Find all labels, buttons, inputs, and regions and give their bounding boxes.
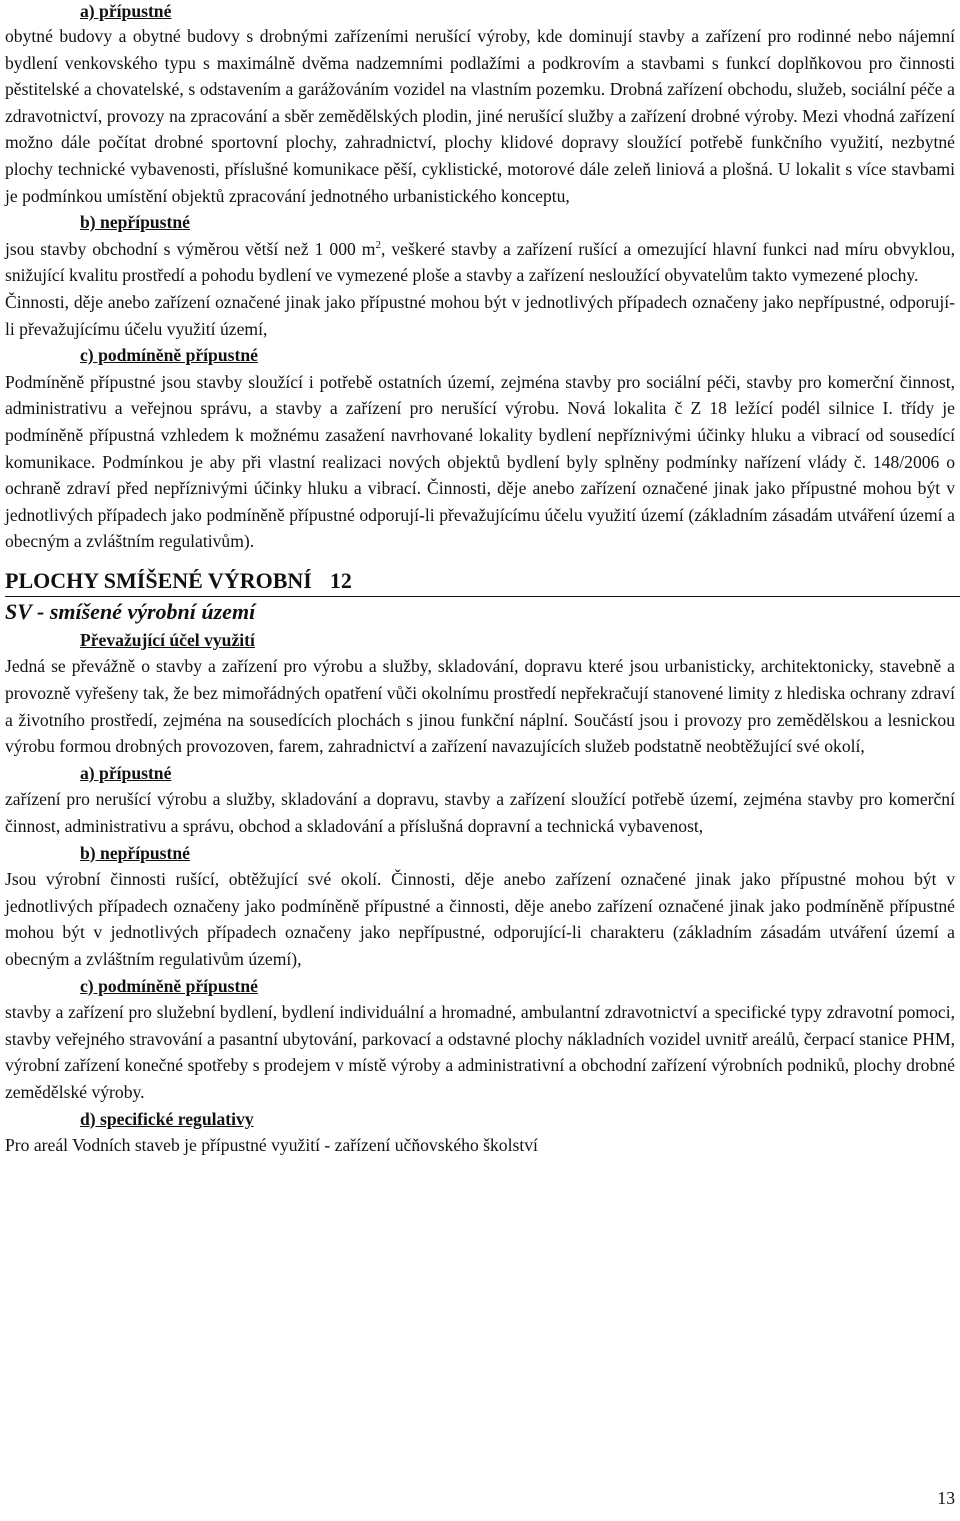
heading-sv-not-permitted: b) nepřípustné xyxy=(80,842,190,863)
page-number: 13 xyxy=(937,1488,955,1508)
section-subtitle: SV - smíšené výrobní území xyxy=(5,598,256,624)
text-span: jsou stavby obchodní s výměrou větší než 1 000 m xyxy=(5,238,376,259)
paragraph-sv-conditionally-permitted: stavby a zařízení pro služební bydlení, bydlení individuální a hromadné, ambulantní zdravotnictví a specifické typy zdravotní pomoci, stavby veřejného stravování a pasantní ubytování, parkovací a odstavné plochy nákladních vozidel uvnitř areálů, čerpací stanice PHM, výrobní zařízení konečné spotřeby s prodejem v místě výroby a administrativní a obchodní zařízení výrobních podniků, plochy drobné zemědělské výroby. xyxy=(5,1002,955,1102)
paragraph-activities-note: Činnosti, děje anebo zařízení označené jinak jako přípustné mohou být v jednotlivých případech označeny jako nepřípustné, odporují-li převažujícímu účelu využití území, xyxy=(5,291,955,339)
paragraph-specific-regulations: Pro areál Vodních staveb je přípustné využití - zařízení učňovského školství xyxy=(5,1135,538,1156)
heading-conditionally-permitted: c) podmíněně přípustné xyxy=(80,345,258,366)
paragraph-permitted: obytné budovy a obytné budovy s drobnými zařízeními nerušící výroby, kde dominují stavby a zařízení pro rodinné nebo nájemní bydlení venkovského typu s maximálně dvěma nadzemními podlažími a podkrovím a stavbami s funkcí doplňkovou pro činnosti pěstitelské a chovatelské, s odstavením a garážováním vozidel na vlastním pozemku. Drobná zařízení obchodu, služeb, sociální péče a zdravotnictví, provozy na zpracování a sběr zemědělských plodin, jiné nerušící služby a zařízení drobné výroby. Mezi vhodná zařízení možno dále počítat drobné sportovní plochy, zahradnictví, plochy klidové dopravy sloužící potřebě funkčního využití, nezbytné plochy technické vybavenosti, příslušné komunikace pěší, cyklistické, motorové dále zeleň liniová a plošná. U lokalit s více stavbami je podmínkou umístění objektů zpracování jednotného urbanistického konceptu, xyxy=(5,26,955,206)
heading-permitted: a) přípustné xyxy=(80,1,172,21)
section-number: 12 xyxy=(329,567,352,593)
text-span: , veškeré stavby a zařízení rušící a omezující hlavní funkci nad míru obvyklou, snižující kvalitu prostředí a pohodu bydlení ve vymezené ploše a stavby a zařízení nesloužící obyvatelům takto vymezené plochy. xyxy=(5,238,955,286)
heading-not-permitted: b) nepřípustné xyxy=(80,212,190,233)
heading-main-purpose: Převažující účel využití xyxy=(80,629,255,650)
heading-sv-conditionally-permitted: c) podmíněně přípustné xyxy=(80,975,258,996)
paragraph-main-purpose: Jedná se převážně o stavby a zařízení pro výrobu a služby, skladování, dopravu které jsou urbanisticky, architektonicky, stavebně a provozně vyřešeny tak, že bez mimořádných opatření vůči okolnímu prostředí nepřekračují stanovené limity z hlediska ochrany zdraví a životního prostředí, zejména na sousedících plochách s jinou funkční náplní. Součástí jsou i provozy pro zemědělskou a lesnickou výrobu formou drobných provozoven, farem, zahradnictví a zařízení navazujících služeb podstatně neobtěžující své okolí, xyxy=(5,656,955,757)
paragraph-conditionally-permitted: Podmíněně přípustné jsou stavby sloužící i potřebě ostatních území, zejména stavby pro sociální péči, stavby pro komerční činnost, administrativu a veřejnou správu, a stavby a zařízení pro nerušící výrobu. Nová lokalita č Z 18 ležící podél silnice I. třídy je podmíněně přípustná vzhledem k možnému zasažení navrhované lokality bydlení nepříznivými účinky hluku a vibrací od sousedící komunikace. Podmínkou je aby při vlastní realizaci nových objektů bydlení byly splněny podmínky nařízení vlády č. 148/2006 o ochraně zdraví před nepříznivými účinky hluku a vibrací. Činnosti, děje anebo zařízení označené jinak jako přípustné mohou být v jednotlivých případech jako podmíněně přípustné odporují-li převažujícímu účelu využití území (základním zásadám utváření území a obecným a zvláštním regulativům). xyxy=(5,371,955,552)
paragraph-not-permitted xyxy=(5,236,955,289)
section-title xyxy=(5,567,960,597)
heading-specific-regulations: d) specifické regulativy xyxy=(80,1108,254,1129)
paragraph-sv-not-permitted: Jsou výrobní činnosti rušící, obtěžující své okolí. Činnosti, děje anebo zařízení označené jinak jako přípustné mohou být v jednotlivých případech označeny jako podmíněně přípustné a činnosti, děje anebo zařízení označené jinak jako podmíněně přípustné mohou být v jednotlivých případech označeny jako nepřípustné, odporující-li charakteru (základním zásadám utváření území a obecným a zvláštním regulativům území), xyxy=(5,869,955,969)
heading-sv-permitted: a) přípustné xyxy=(80,762,172,783)
paragraph-sv-permitted: zařízení pro nerušící výrobu a služby, skladování a dopravu, stavby a zařízení sloužící potřebě území, zejména stavby pro komerční činnost, administrativu a správu, obchod a skladování a příslušná dopravní a technická vybavenost, xyxy=(5,789,955,837)
superscript: 2 xyxy=(375,238,381,251)
document-page xyxy=(5,0,955,1159)
section-title-text: PLOCHY SMÍŠENÉ VÝROBNÍ xyxy=(5,567,312,593)
